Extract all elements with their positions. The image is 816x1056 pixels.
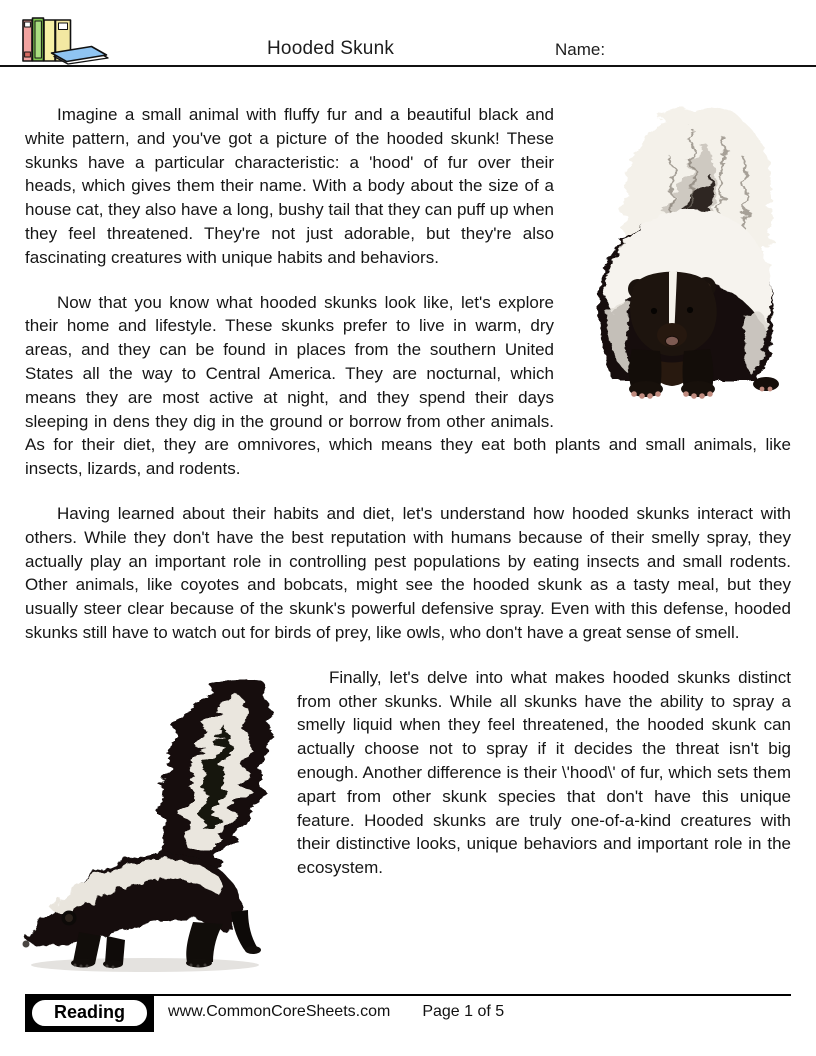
name-label: Name: xyxy=(555,40,606,59)
skunk-front-photo xyxy=(566,97,791,427)
footer-line xyxy=(154,994,791,1021)
website-url: www.CommonCoreSheets.com xyxy=(168,1003,391,1020)
footer xyxy=(25,994,791,1032)
header xyxy=(0,0,816,67)
page-indicator: Page 1 of 5 xyxy=(422,1003,505,1020)
paragraph-3: Having learned about their habits and diet, let's understand how hooded skunks interact with others. While they don't have the best reputation with humans because of their smelly spray, they actually play an important role in controlling pest populations by eating insects and small rodents. Other animals, like coyotes and bobcats, might see the hooded skunk as a tasty meal, but they usually steer clear because of the skunk's powerful defensive spray. Even with this defense, hooded skunks still have to watch out for birds of prey, like owls, who don't have a great sense of smell. xyxy=(25,503,791,642)
paragraph-1: Imagine a small animal with fluffy fur and a beautiful black and white pattern, and you've got a picture of the hooded skunk! These skunks have a particular characteristic: a 'hood' of fur over their heads, which gives them their name. With a body about the size of a house cat, they also have a long, bushy tail that they can puff up when they feel threatened. They're not just adorable, but they're also fascinating creatures with unique habits and behaviors. xyxy=(25,105,554,267)
skunk-side-photo xyxy=(17,660,285,975)
books-stack-icon xyxy=(20,13,114,65)
page-title: Hooded Skunk xyxy=(267,38,395,59)
paragraph-4-block xyxy=(25,666,791,880)
article xyxy=(0,67,816,880)
category-badge xyxy=(25,994,154,1032)
paragraph-2: Now that you know what hooded skunks look like, let's explore their home and lifestyle. These skunks prefer to live in warm, dry areas, and they can be found in places from the southern United States all the way to Central America. They are nocturnal, which means they are most active at night, and they spend their days sleeping in dens they dig in the ground or borrow from other animals. As for their diet, they are omnivores, which means they eat both plants and small animals, like insects, lizards, and rodents. xyxy=(25,292,791,479)
paragraph-4: Finally, let's delve into what makes hooded skunks distinct from other skunks. While all skunks have the ability to spray a smelly liquid when they feel threatened, the hooded skunk can actually choose not to spray if it decides the threat isn't big enough. Another difference is their \'hood\' of fur, which sets them apart from other skunk species that don't have this unique feature. Hooded skunks are truly one-of-a-kind creatures with their distinctive looks, unique behaviors and important role in the ecosystem. xyxy=(297,667,791,878)
category-badge-label: Reading xyxy=(29,997,150,1029)
